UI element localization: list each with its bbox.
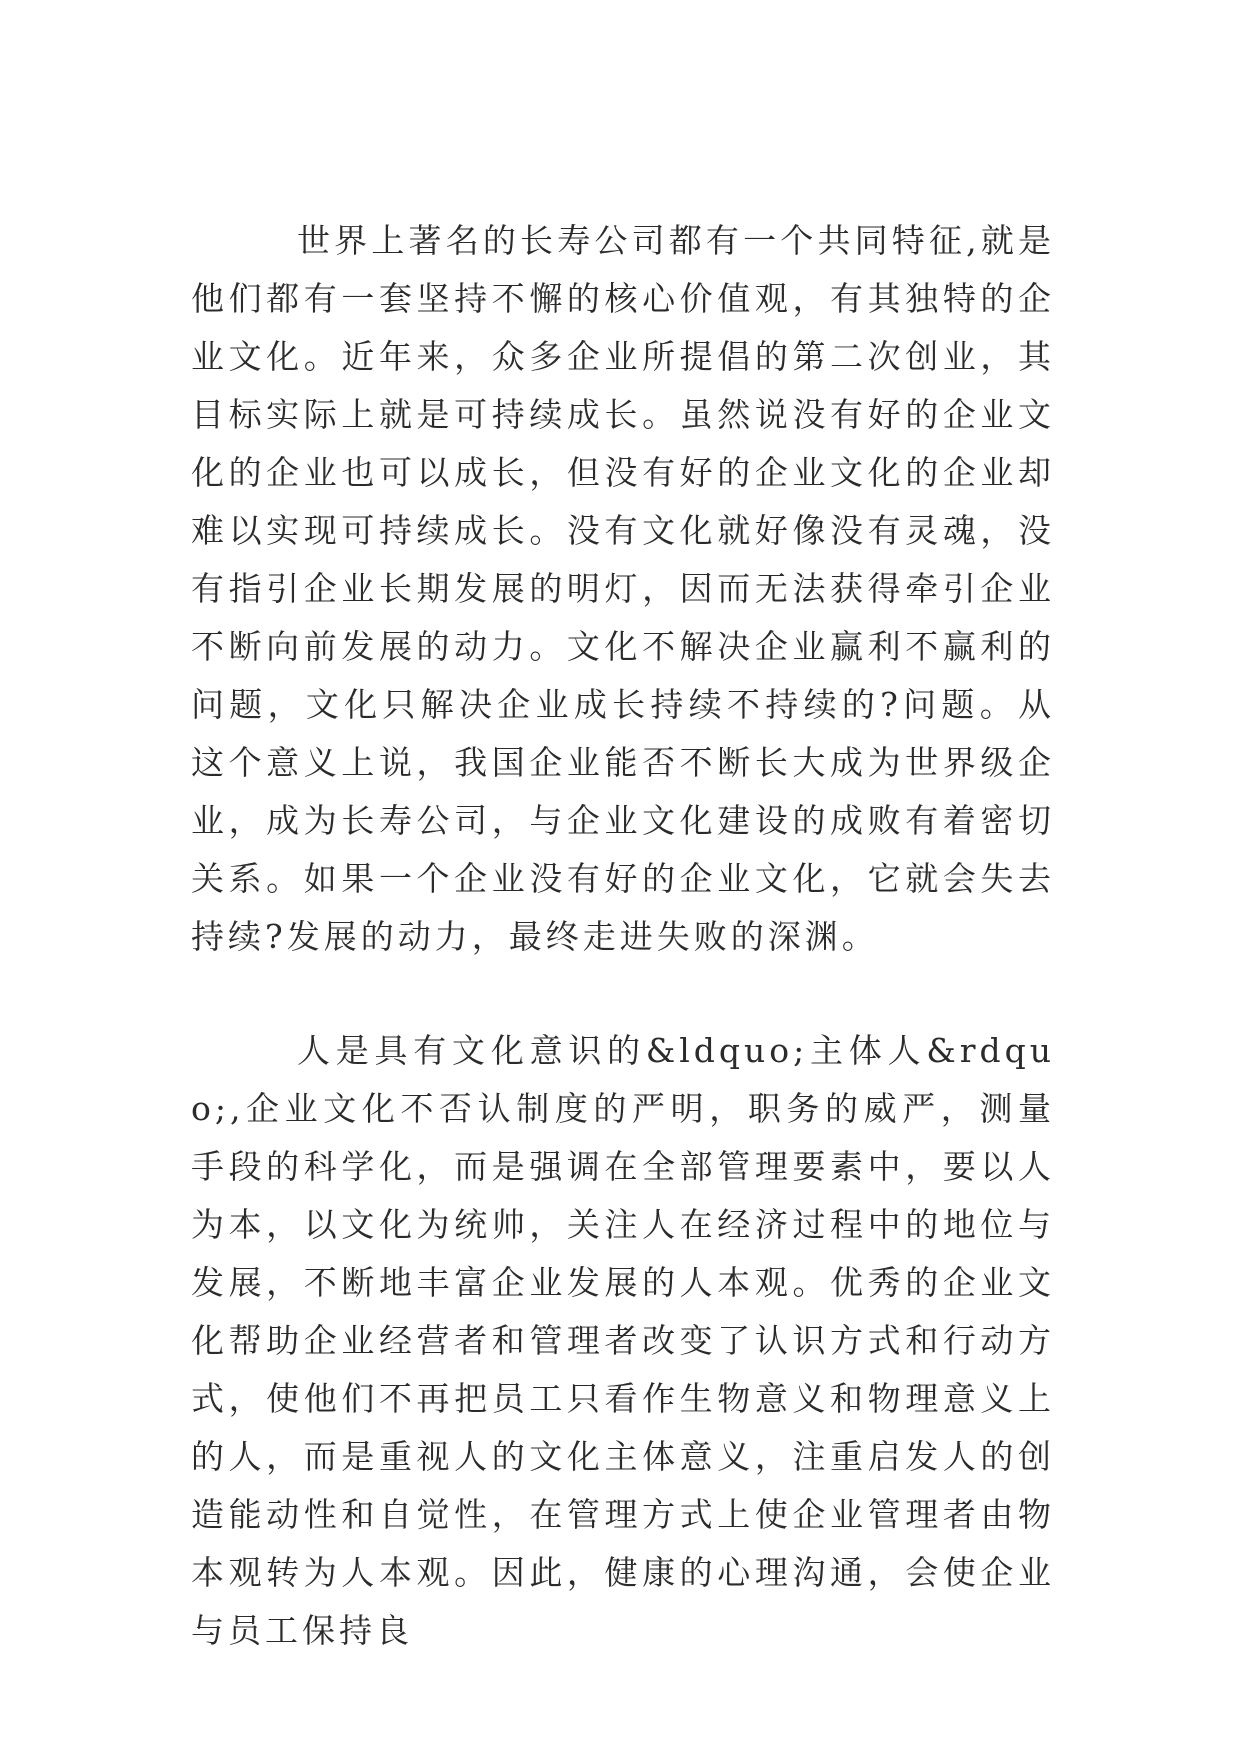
body-paragraph-1: 世界上著名的长寿公司都有一个共同特征,就是他们都有一套坚持不懈的核心价值观，有其独特的企业文化。近年来，众多企业所提倡的第二次创业，其目标实际上就是可持续成长。虽然说没有好的企业文化的企业也可以成长，但没有好的企业文化的企业却难以实现可持续成长。没有文化就好像没有灵魂，没有指引企业长期发展的明灯，因而无法获得牵引企业不断向前发展的动力。文化不解决企业赢利不赢利的问题，文化只解决企业成长持续不持续的?问题。从这个意义上说，我国企业能否不断长大成为世界级企业，成为长寿公司，与企业文化建设的成败有着密切关系。如果一个企业没有好的企业文化，它就会失去持续?发展的动力，最终走进失败的深渊。 [191,221,1055,956]
body-paragraph-2: 人是具有文化意识的&ldquo;主体人&rdquo;,企业文化不否认制度的严明，职务的威严，测量手段的科学化，而是强调在全部管理要素中，要以人为本，以文化为统帅，关注人在经济过程中的地位与发展，不断地丰富企业发展的人本观。优秀的企业文化帮助企业经营者和管理者改变了认识方式和行动方式，使他们不再把员工只看作生物意义和物理意义上的人，而是重视人的文化主体意义，注重启发人的创造能动性和自觉性，在管理方式上使企业管理者由物本观转为人本观。因此，健康的心理沟通，会使企业与员工保持良 [191,1031,1055,1650]
